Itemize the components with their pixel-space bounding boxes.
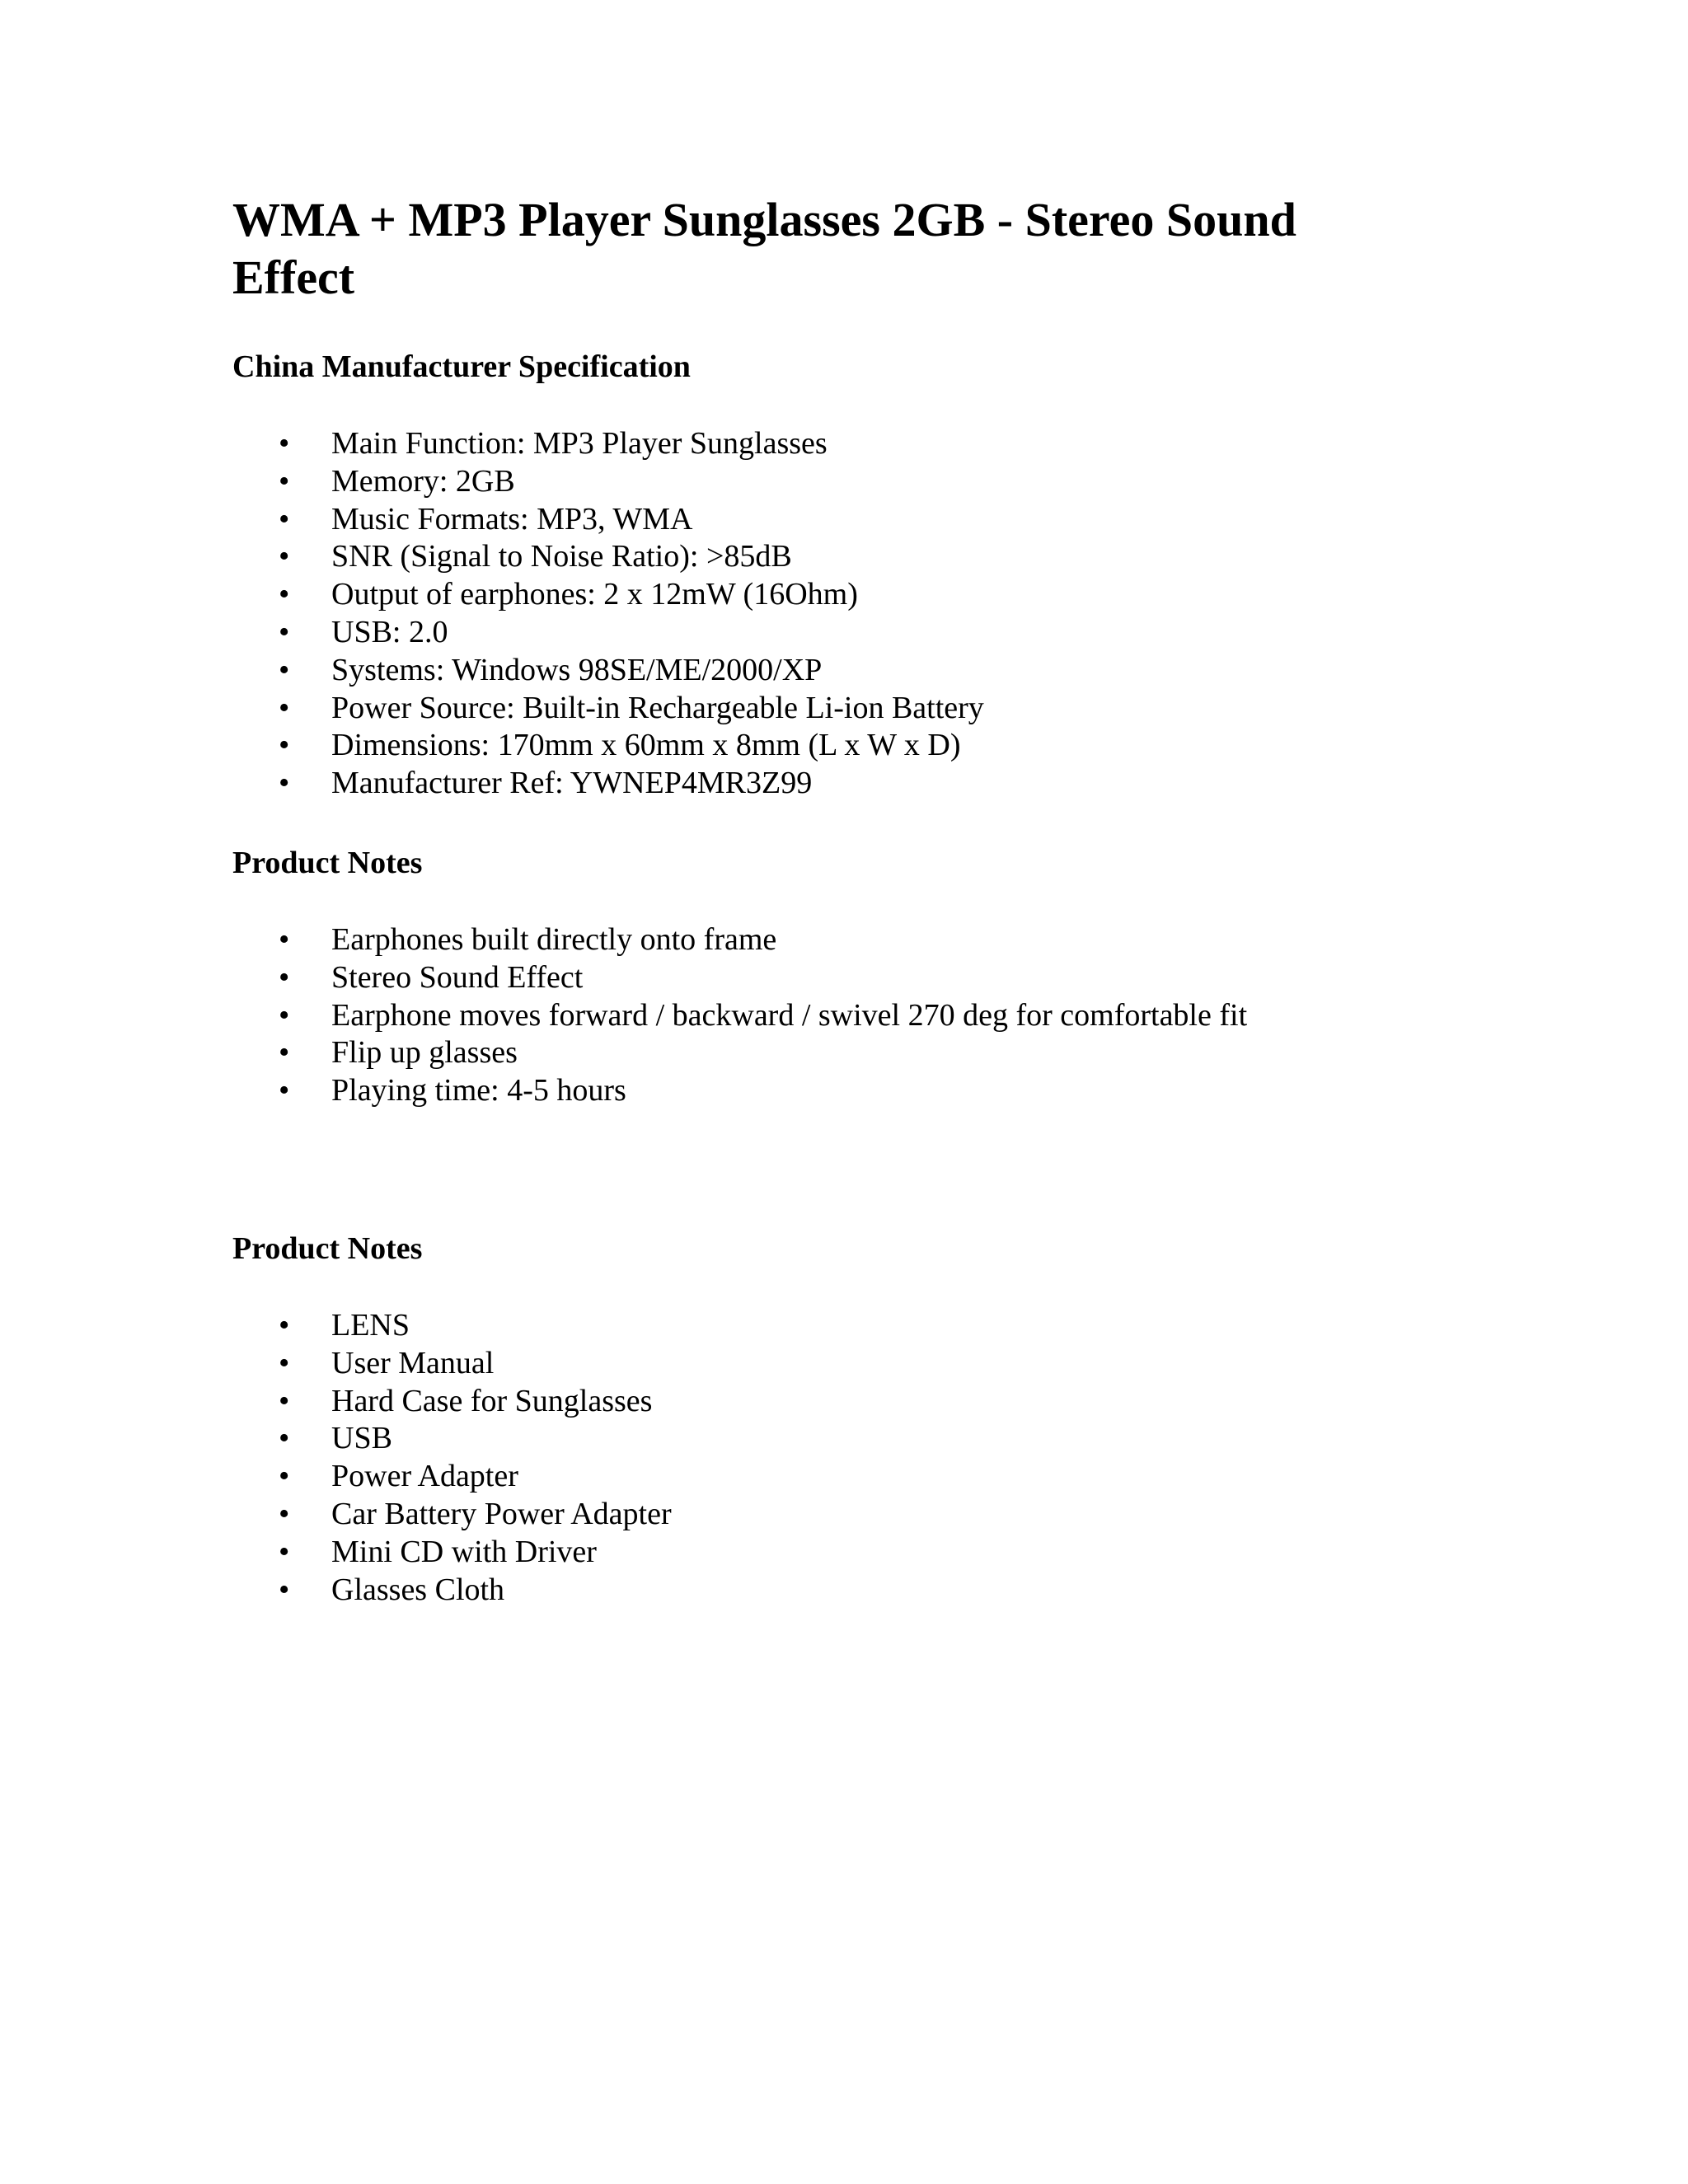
list-item: • Power Source: Built-in Rechargeable Li-ion Battery: [232, 690, 1469, 728]
document-page: [232, 191, 1469, 1609]
list-item: • Manufacturer Ref: YWNEP4MR3Z99: [232, 765, 1469, 803]
package-contents-list: [232, 1307, 1469, 1609]
list-item: • Flip up glasses: [232, 1034, 1469, 1072]
list-item: • Playing time: 4-5 hours: [232, 1072, 1469, 1110]
list-item: • Earphone moves forward / backward / swivel 270 deg for comfortable fit: [232, 997, 1469, 1035]
document-title: WMA + MP3 Player Sunglasses 2GB - Stereo Sound Effect: [232, 193, 1296, 304]
section-heading-product-notes: Product Notes: [232, 845, 423, 880]
list-item: • LENS: [232, 1307, 1469, 1345]
list-item: • Output of earphones: 2 x 12mW (16Ohm): [232, 576, 1469, 614]
list-item: • USB: 2.0: [232, 614, 1469, 652]
list-item: • Car Battery Power Adapter: [232, 1496, 1469, 1534]
list-item: • Stereo Sound Effect: [232, 959, 1469, 997]
specification-list: [232, 425, 1469, 803]
list-item: • SNR (Signal to Noise Ratio): >85dB: [232, 538, 1469, 576]
list-item: • Earphones built directly onto frame: [232, 921, 1469, 959]
section-heading-product-notes-2: Product Notes: [232, 1230, 423, 1266]
section-heading-specification: China Manufacturer Specification: [232, 349, 691, 384]
list-item: • Power Adapter: [232, 1458, 1469, 1496]
list-item: • Music Formats: MP3, WMA: [232, 501, 1469, 539]
list-item: • Glasses Cloth: [232, 1572, 1469, 1610]
product-notes-list: [232, 921, 1469, 1110]
list-item: • Hard Case for Sunglasses: [232, 1383, 1469, 1421]
list-item: • Mini CD with Driver: [232, 1534, 1469, 1572]
list-item: • User Manual: [232, 1345, 1469, 1383]
list-item: • Dimensions: 170mm x 60mm x 8mm (L x W x D): [232, 727, 1469, 765]
list-item: • Main Function: MP3 Player Sunglasses: [232, 425, 1469, 463]
list-item: • Systems: Windows 98SE/ME/2000/XP: [232, 652, 1469, 690]
list-item: • USB: [232, 1420, 1469, 1458]
list-item: • Memory: 2GB: [232, 463, 1469, 501]
